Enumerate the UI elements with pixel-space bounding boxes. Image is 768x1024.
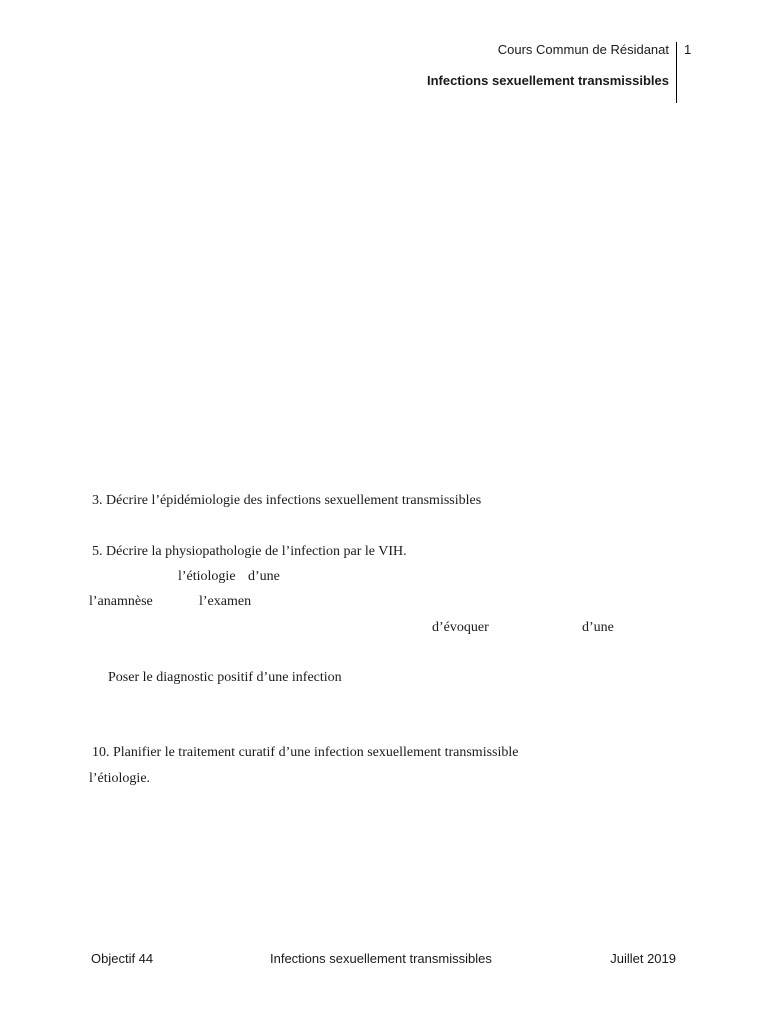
header-divider bbox=[676, 42, 677, 103]
header-document-title: Infections sexuellement transmissibles bbox=[426, 73, 669, 88]
fragment-etiologie-end: l’étiologie. bbox=[89, 771, 151, 786]
page-number: 1 bbox=[684, 42, 692, 57]
fragment-anamnese: l’anamnèse bbox=[89, 594, 153, 609]
objective-poser-diagnostic-text: Poser le diagnostic positif d’une infection bbox=[108, 670, 342, 685]
objective-3-text: 3. Décrire l’épidémiologie des infections sexuellement transmissibles bbox=[92, 493, 482, 508]
fragment-devoquer: d’évoquer bbox=[432, 620, 489, 635]
fragment-examen: l’examen bbox=[199, 594, 252, 609]
fragment-dune-2: d’une bbox=[582, 620, 614, 635]
fragment-dune-1: d’une bbox=[248, 569, 280, 584]
footer-title: Infections sexuellement transmissibles bbox=[270, 951, 492, 966]
footer-objective: Objectif 44 bbox=[91, 951, 154, 966]
objective-10-text: 10. Planifier le traitement curatif d’une infection sexuellement transmissible bbox=[92, 745, 519, 760]
header-course-name: Cours Commun de Résidanat bbox=[497, 42, 669, 57]
fragment-etiologie: l’étiologie bbox=[178, 569, 236, 584]
objective-5-text: 5. Décrire la physiopathologie de l’infection par le VIH. bbox=[92, 544, 407, 559]
footer-date: Juillet 2019 bbox=[610, 951, 676, 966]
